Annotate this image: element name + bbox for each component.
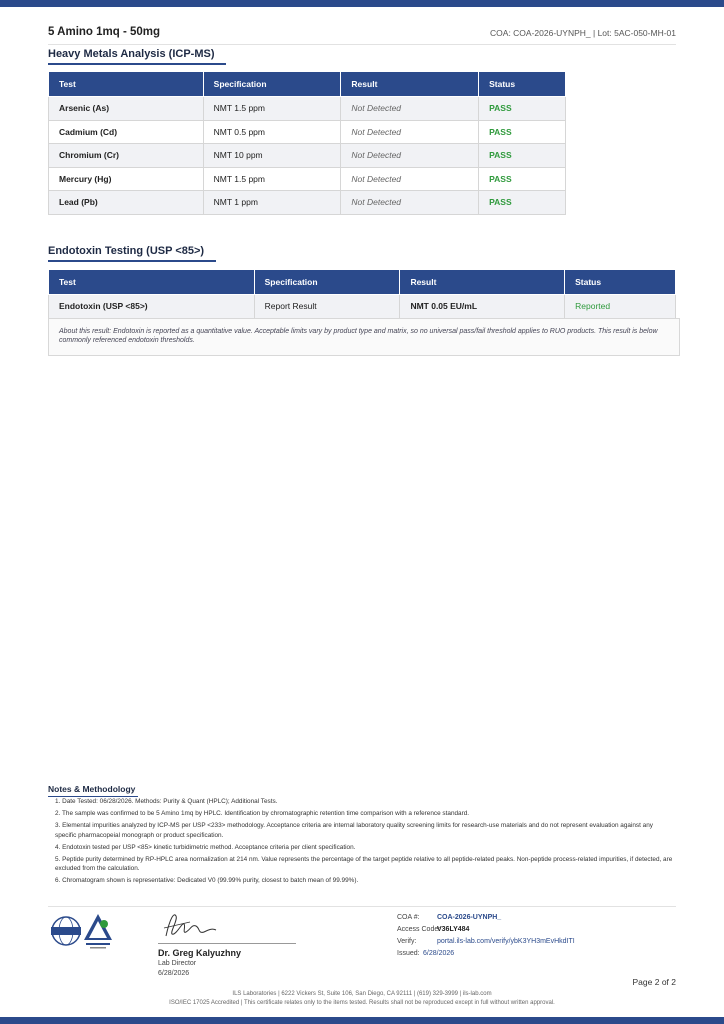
column-header: Specification — [203, 72, 341, 97]
signatory-name: Dr. Greg Kalyuzhny — [158, 948, 242, 958]
product-title: 5 Amino 1mq - 50mg — [48, 26, 161, 38]
coa-lot-reference: COA: COA-2026-UYNPH_ | Lot: 5AC-050-MH-01 — [490, 28, 676, 38]
column-header: Result — [400, 270, 565, 295]
note-item: 5. Peptide purity determined by RP-HPLC area normalization at 214 nm. Value represents the percentage of the target peptide relative to all peptide-related peaks. Non-peptide process-related impurities, if detected, are excluded from the calculation. — [55, 856, 673, 873]
status-cell: PASS — [479, 97, 566, 121]
column-header: Specification — [254, 270, 400, 295]
spec-cell: NMT 0.5 ppm — [203, 120, 341, 144]
issued-value: 6/28/2026 — [423, 950, 455, 957]
spec-cell: Report Result — [254, 295, 400, 319]
table-row — [49, 167, 566, 191]
access-code-label: Access Code: — [397, 926, 441, 933]
column-header: Result — [341, 72, 479, 97]
issued-label: Issued: — [397, 950, 420, 957]
coa-value: COA-2026-UYNPH_ — [437, 914, 502, 921]
result-cell: Not Detected — [341, 144, 479, 168]
table-row — [49, 144, 566, 168]
table-header-row — [49, 72, 566, 97]
notes-list — [55, 797, 675, 889]
test-cell: Endotoxin (USP <85>) — [49, 295, 255, 319]
signature-date: 6/28/2026 — [158, 970, 190, 977]
status-cell: PASS — [479, 120, 566, 144]
note-item: 2. The sample was confirmed to be 5 Amino 1mq by HPLC. Identification by chromatographic retention time comparison with a reference standard. — [55, 810, 470, 818]
status-cell: PASS — [479, 144, 566, 168]
issued-row — [397, 950, 455, 957]
endotoxin-table — [48, 269, 676, 319]
test-cell: Cadmium (Cd) — [49, 120, 204, 144]
coa-number-row — [397, 914, 502, 921]
endotoxin-about-note: About this result: Endotoxin is reported as a quantitative value. Acceptable limits vary by product type and matrix, so no universal pass/fail threshold applies to RUO products. This result is below commonly referenced endotoxin thresholds. — [48, 318, 680, 356]
access-code-value: V36LY484 — [437, 926, 470, 933]
result-cell: Not Detected — [341, 191, 479, 215]
signature-image — [160, 908, 220, 947]
verify-row — [397, 938, 575, 945]
endotoxin-heading — [48, 245, 204, 260]
column-header: Status — [479, 72, 566, 97]
endotoxin-title: Endotoxin Testing (USP <85>) — [48, 245, 205, 257]
column-header: Test — [49, 72, 204, 97]
signatory-role: Lab Director — [158, 960, 197, 967]
notes-heading — [48, 784, 135, 796]
access-code-row — [397, 926, 470, 933]
status-cell: Reported — [565, 295, 676, 319]
column-header: Status — [565, 270, 676, 295]
result-cell: Not Detected — [341, 97, 479, 121]
heading-underline — [48, 63, 226, 65]
heading-underline — [48, 260, 216, 262]
table-row — [49, 191, 566, 215]
document-header — [48, 24, 676, 45]
result-cell: Not Detected — [341, 167, 479, 191]
spec-cell: NMT 1.5 ppm — [203, 167, 341, 191]
page-number: Page 2 of 2 — [632, 977, 676, 987]
heavy-metals-table — [48, 71, 566, 215]
signature-divider — [48, 906, 676, 907]
table-row — [49, 120, 566, 144]
coa-label: COA #: — [397, 914, 420, 921]
verify-link[interactable]: portal.ils-lab.com/verify/ybK3YH3mEvHkdITI — [437, 938, 575, 945]
table-header-row — [49, 270, 676, 295]
spec-cell: NMT 1.5 ppm — [203, 97, 341, 121]
test-cell: Arsenic (As) — [49, 97, 204, 121]
status-cell: PASS — [479, 191, 566, 215]
table-row — [49, 97, 566, 121]
ilac-mra-logo — [50, 915, 82, 952]
test-cell: Mercury (Hg) — [49, 167, 204, 191]
signature-line — [158, 943, 296, 944]
ils-testing-logo — [82, 912, 114, 955]
heavy-metals-heading — [48, 48, 214, 63]
result-cell: Not Detected — [341, 120, 479, 144]
top-accent-bar — [0, 0, 724, 7]
note-item: 1. Date Tested: 06/28/2026. Methods: Purity & Quant (HPLC); Additional Tests. — [55, 798, 278, 805]
status-cell: PASS — [479, 167, 566, 191]
heavy-metals-title: Heavy Metals Analysis (ICP-MS) — [48, 48, 215, 60]
result-cell: NMT 0.05 EU/mL — [400, 295, 565, 319]
note-item: 6. Chromatogram shown is representative: Dedicated V0 (99.99% purity, closest to batch mean of 99.99%). — [55, 877, 359, 885]
verify-label: Verify: — [397, 938, 417, 945]
spec-cell: NMT 1 ppm — [203, 191, 341, 215]
column-header: Test — [49, 270, 255, 295]
footer-address: ILS Laboratories | 6222 Vickers St, Suite 106, San Diego, CA 92111 | (619) 329-3999 | ils-lab.com — [232, 991, 492, 997]
footer-disclaimer: ISO/IEC 17025 Accredited | This certificate relates only to the items tested. Results shall not be reproduced except in full without written approval. — [169, 1000, 555, 1006]
test-cell: Lead (Pb) — [49, 191, 204, 215]
note-item: 4. Endotoxin tested per USP <85> kinetic turbidimetric method. Acceptance criteria per client specification. — [55, 843, 356, 851]
table-row — [49, 295, 676, 319]
notes-title: Notes & Methodology — [48, 784, 136, 794]
spec-cell: NMT 10 ppm — [203, 144, 341, 168]
note-item: 3. Elemental impurities analyzed by ICP-MS per USP <233> methodology. Acceptance criteria are internal laboratory quality screening limits for research-use materials and do not represent evaluation against any specific pharmacopeial monograph or product specification. — [55, 822, 653, 839]
bottom-accent-bar — [0, 1017, 724, 1024]
test-cell: Chromium (Cr) — [49, 144, 204, 168]
